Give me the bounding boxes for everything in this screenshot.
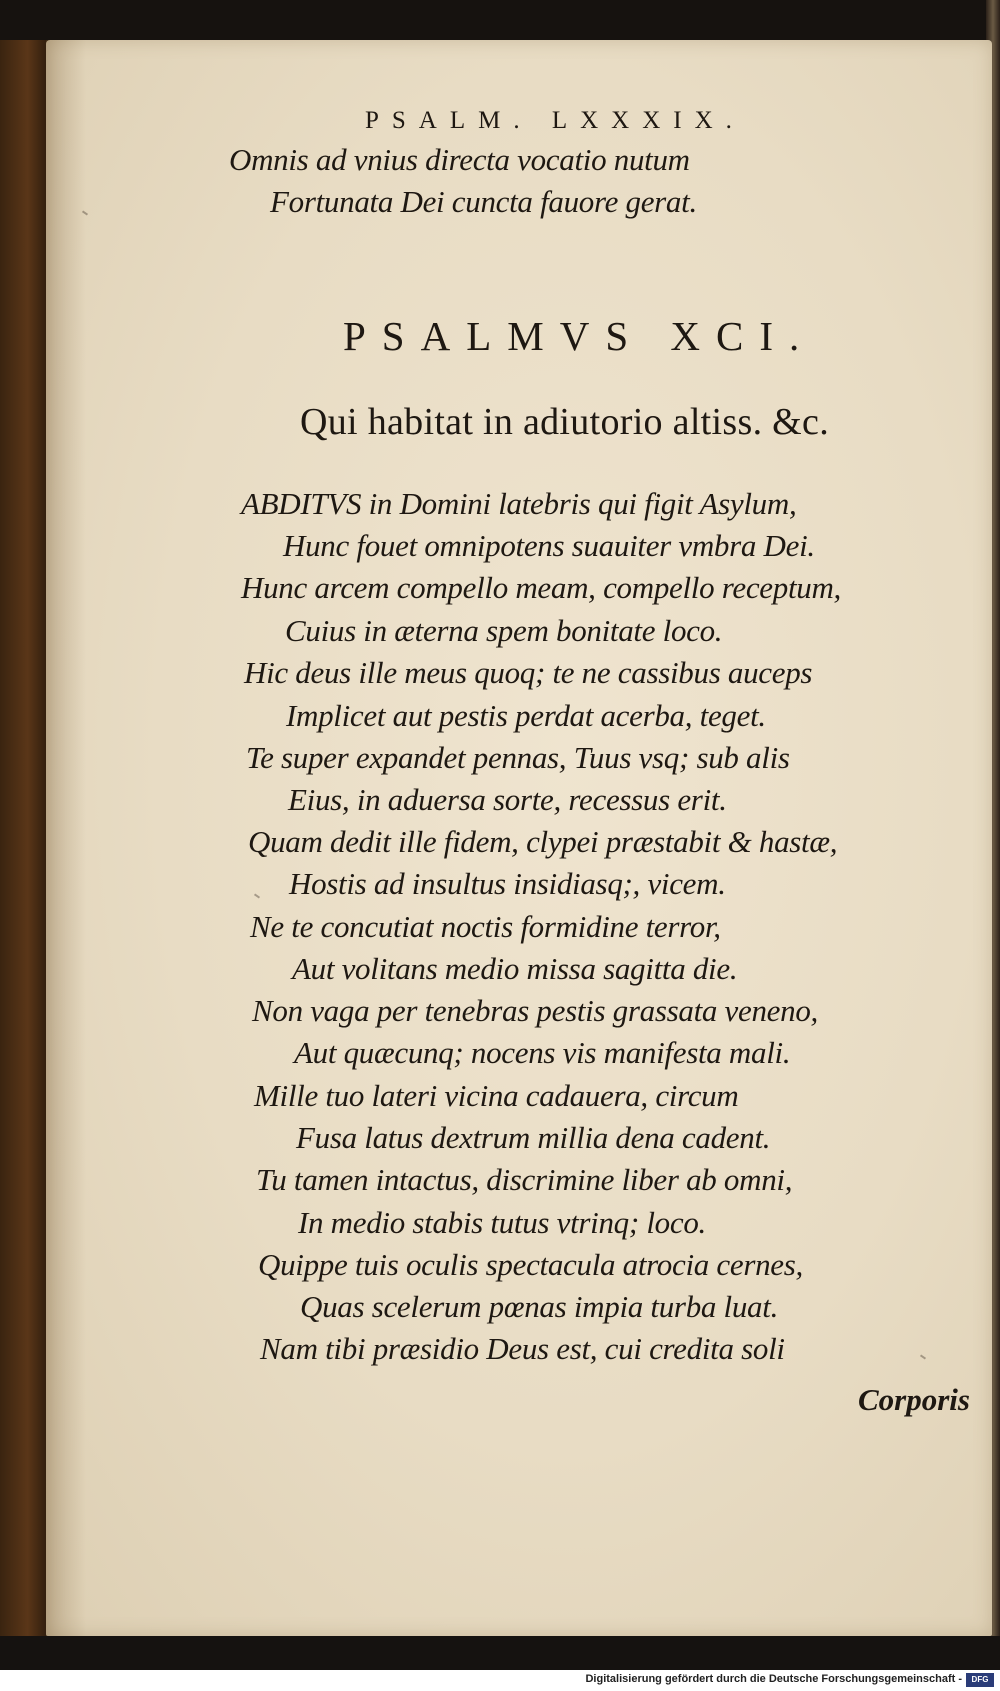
verse-line: Te super expandet pennas, Tuus vsq; sub alis <box>246 740 790 775</box>
verse-line: In medio stabis tutus vtrinq; loco. <box>298 1205 706 1240</box>
page-gutter-shadow <box>46 40 86 1636</box>
verse-line: Fusa latus dextrum millia dena cadent. <box>296 1120 771 1155</box>
verse-line: Hunc arcem compello meam, compello receptum, <box>241 570 842 605</box>
psalm-title: PSALMVS XCI. <box>343 313 816 359</box>
prev-verse-line: Fortunata Dei cuncta fauore gerat. <box>270 184 697 219</box>
verse-line: Non vaga per tenebras pestis grassata veneno, <box>252 993 818 1028</box>
verse-line: Mille tuo lateri vicina cadauera, circum <box>254 1078 739 1113</box>
book-cover-left <box>0 40 50 1640</box>
prev-verse-line: Omnis ad vnius directa vocatio nutum <box>229 142 690 177</box>
verse-line: Hostis ad insultus insidiasq;, vicem. <box>289 866 726 901</box>
verse-line: Quippe tuis oculis spectacula atrocia cernes, <box>258 1247 803 1282</box>
verse-line: Ne te concutiat noctis formidine terror, <box>250 909 721 944</box>
verse-line: Implicet aut pestis perdat acerba, teget. <box>286 698 766 733</box>
verse-line: Aut volitans medio missa sagitta die. <box>292 951 738 986</box>
verse-line: Quam dedit ille fidem, clypei præstabit & hastæ, <box>248 824 838 859</box>
verse-line: Eius, in aduersa sorte, recessus erit. <box>288 782 727 817</box>
verse-line: Quas scelerum pœnas impia turba luat. <box>300 1289 779 1324</box>
footer-bar <box>0 1670 1000 1691</box>
verse-line: Cuius in æterna spem bonitate loco. <box>285 613 723 648</box>
catchword: Corporis <box>858 1382 970 1417</box>
scan-bottom-edge <box>0 1636 1000 1670</box>
verse-line: Hic deus ille meus quoq; te ne cassibus auceps <box>244 655 813 690</box>
verse-line: ABDITVS in Domini latebris qui figit Asylum, <box>241 486 797 521</box>
dfg-logo: DFG <box>966 1673 994 1687</box>
running-head: PSALM. LXXXIX. <box>365 107 745 134</box>
footer-credit: Digitalisierung gefördert durch die Deutsche Forschungsgemeinschaft - <box>585 1673 962 1685</box>
verse-line: Aut quæcunq; nocens vis manifesta mali. <box>294 1035 791 1070</box>
verse-line: Nam tibi præsidio Deus est, cui credita soli <box>260 1331 785 1366</box>
scan-top-edge <box>0 0 1000 42</box>
psalm-incipit: Qui habitat in adiutorio altiss. &c. <box>300 401 829 443</box>
verse-line: Hunc fouet omnipotens suauiter vmbra Dei. <box>283 528 815 563</box>
verse-line: Tu tamen intactus, discrimine liber ab omni, <box>256 1162 793 1197</box>
